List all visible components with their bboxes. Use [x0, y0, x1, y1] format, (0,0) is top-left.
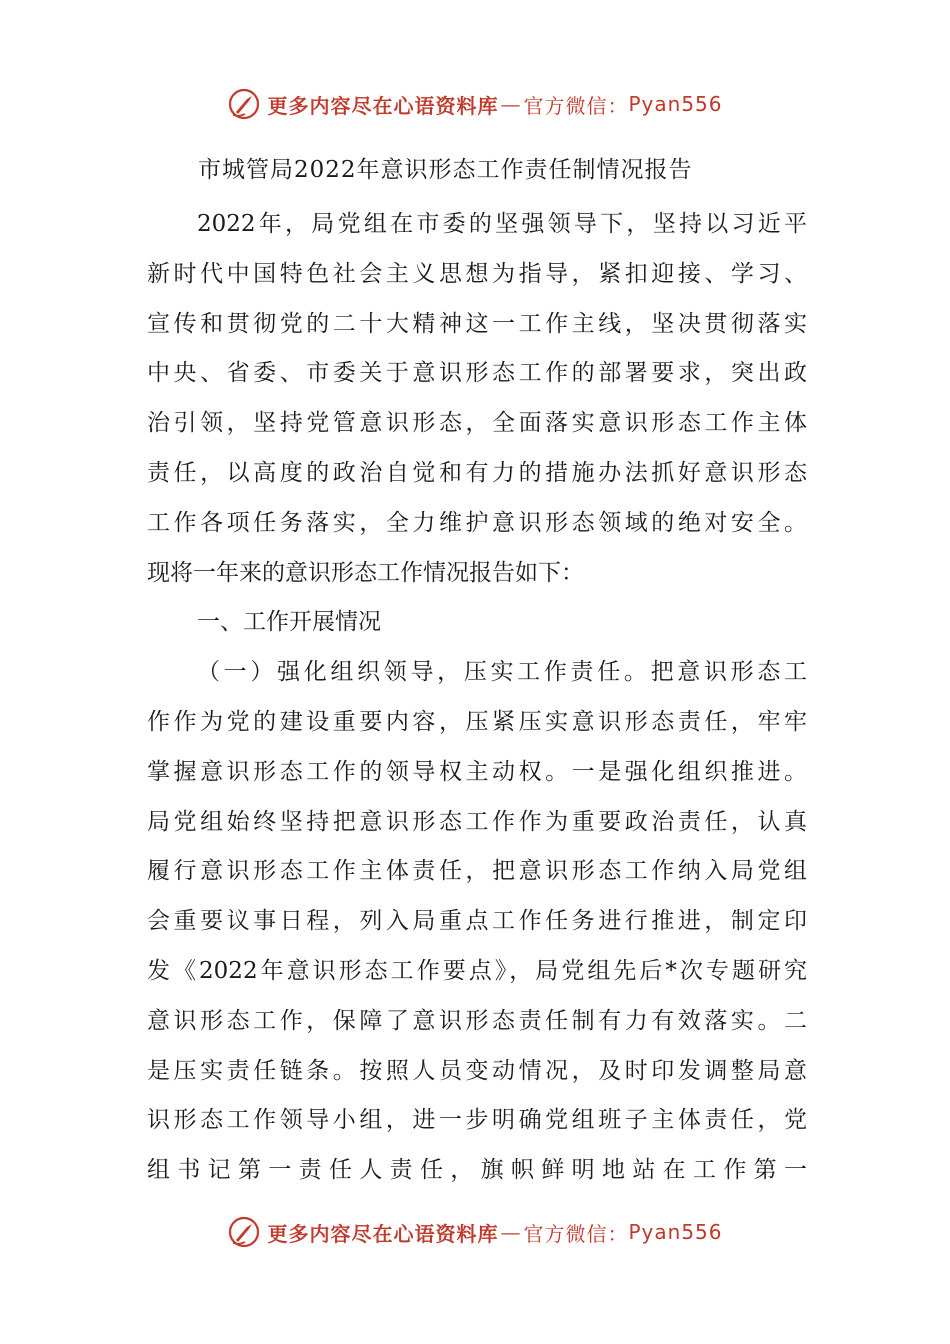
text-line: 工作各项任务落实，全力维护意识形态领域的绝对安全。 — [147, 509, 807, 536]
text-line: 作作为党的建设重要内容，压紧压实意识形态责任，牢牢 — [147, 708, 807, 735]
watermark-bottom — [0, 1212, 950, 1252]
watermark-dash: — — [500, 1220, 522, 1244]
pen-nib-circle-icon — [227, 87, 261, 121]
text-line: 中央、省委、市委关于意识形态工作的部署要求，突出政 — [147, 360, 807, 387]
text-line: 意识形态工作，保障了意识形态责任制有力有效落实。二 — [147, 1007, 807, 1034]
text-line: 组书记第一责任人责任，旗帜鲜明地站在工作第一 — [147, 1157, 807, 1184]
pen-nib-circle-icon — [227, 1215, 261, 1249]
text-line: 识形态工作领导小组，进一步明确党组班子主体责任，党 — [147, 1107, 807, 1134]
watermark-brand: 更多内容尽在心语资料库 — [267, 93, 499, 118]
text-line: 2022年，局党组在市委的坚强领导下，坚持以习近平 — [197, 211, 807, 237]
watermark-dash: — — [500, 92, 522, 116]
text-line: 现将一年来的意识形态工作情况报告如下： — [147, 559, 584, 586]
text-line: 宣传和贯彻党的二十大精神这一工作主线，坚决贯彻落实 — [147, 310, 807, 337]
text-line: 新时代中国特色社会主义思想为指导，紧扣迎接、学习、 — [147, 260, 807, 287]
watermark-brand: 更多内容尽在心语资料库 — [267, 1221, 499, 1246]
text-line: 掌握意识形态工作的领导权主动权。一是强化组织推进。 — [147, 758, 807, 785]
text-line: 治引领，坚持党管意识形态，全面落实意识形态工作主体 — [147, 410, 807, 437]
text-line: 是压实责任链条。按照人员变动情况，及时印发调整局意 — [147, 1057, 807, 1084]
text-line: （一）强化组织领导，压实工作责任。把意识形态工 — [197, 659, 807, 686]
watermark-wechat-id: Pyan556 — [628, 92, 723, 116]
section-heading: 一、工作开展情况 — [197, 609, 381, 636]
text-line: 责任，以高度的政治自觉和有力的措施办法抓好意识形态 — [147, 459, 807, 486]
document-body — [147, 200, 807, 1196]
watermark-label: 官方微信： — [523, 1221, 629, 1246]
watermark-top — [0, 84, 950, 124]
document-title: 市城管局2022年意识形态工作责任制情况报告 — [198, 157, 693, 183]
text-line: 发《2022年意识形态工作要点》，局党组先后*次专题研究 — [147, 957, 807, 984]
text-line: 会重要议事日程，列入局重点工作任务进行推进，制定印 — [147, 908, 807, 935]
watermark-wechat-id: Pyan556 — [628, 1220, 723, 1244]
watermark-label: 官方微信： — [523, 93, 629, 118]
text-line: 局党组始终坚持把意识形态工作作为重要政治责任，认真 — [147, 808, 807, 835]
text-line: 履行意识形态工作主体责任，把意识形态工作纳入局党组 — [147, 858, 807, 885]
